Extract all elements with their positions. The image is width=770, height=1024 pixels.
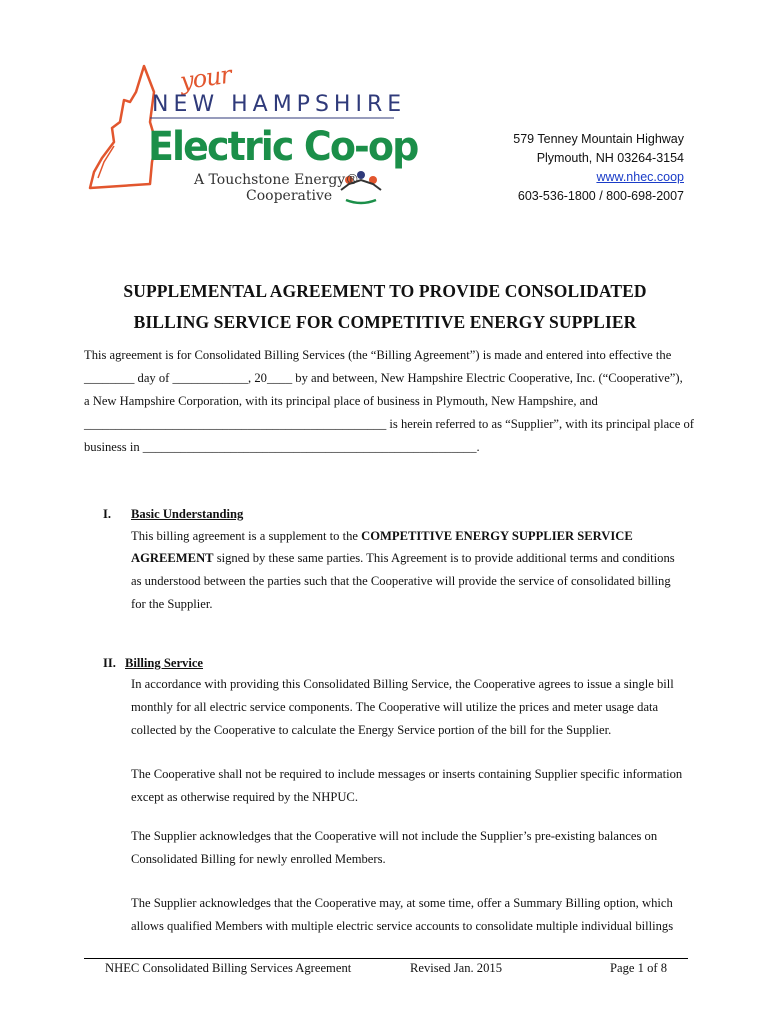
section-2-para-3-line-1: The Supplier acknowledges that the Cooperative will not include the Supplier’s pre-existing balances on	[131, 829, 658, 843]
section-2-para-1-line-1: In accordance with providing this Consolidated Billing Service, the Cooperative agrees to issue a single bill	[131, 677, 674, 691]
logo-your-text: your	[178, 60, 233, 96]
address-phone: 603-536-1800 / 800-698-2007	[517, 189, 684, 203]
section-1-line-3: as understood between the parties such that the Cooperative will provide the service of consolidated billing	[131, 574, 671, 588]
footer-revision-date: Revised Jan. 2015	[410, 961, 502, 975]
address-city: Plymouth, NH 03264-3154	[536, 151, 684, 165]
section-1-heading: Basic Understanding	[131, 507, 244, 521]
address-street: 579 Tenney Mountain Highway	[513, 132, 684, 146]
section-1-line-2	[131, 551, 675, 566]
section-2-number: II.	[103, 656, 116, 670]
website-link[interactable]: www.nhec.coop	[596, 170, 684, 184]
logo-new-hampshire-text: NEW HAMPSHIRE	[152, 92, 407, 117]
section-2-para-4-line-1: The Supplier acknowledges that the Cooperative may, at some time, offer a Summary Billing option, which	[131, 896, 673, 910]
logo-electric-coop-text: Electric Co-op	[148, 124, 418, 170]
section-2-para-3-line-2: Consolidated Billing for newly enrolled Members.	[131, 852, 386, 866]
intro-line-4: ________________________________________________ is herein referred to as “Supplier”, with its principal place of	[84, 417, 694, 431]
intro-line-2: ________ day of ____________, 20____ by and between, New Hampshire Electric Cooperative, Inc. (“Cooperative”),	[84, 371, 683, 385]
section-2-para-2-line-1: The Cooperative shall not be required to include messages or inserts containing Supplier specific information	[131, 767, 683, 781]
intro-line-1: This agreement is for Consolidated Billing Services (the “Billing Agreement”) is made and entered into effective the	[84, 348, 672, 362]
section-2-para-2-line-2: except as otherwise required by the NHPUC.	[131, 790, 358, 804]
address-block	[513, 130, 684, 206]
logo-touchstone-text: A Touchstone Energy®	[194, 172, 360, 188]
intro-line-5: business in _____________________________________________________.	[84, 440, 480, 454]
section-1-agreement-word: AGREEMENT	[131, 551, 214, 565]
section-1-number: I.	[103, 507, 112, 521]
section-2-para-4-line-2: allows qualified Members with multiple electric service accounts to consolidate multiple individual billings	[131, 919, 674, 933]
section-1-line-1	[131, 529, 633, 544]
section-1-line-1-text: This billing agreement is a supplement to the	[131, 529, 362, 543]
section-2-para-1-line-2: monthly for all electric service components. The Cooperative will utilize the prices and meter usage data	[131, 700, 659, 714]
section-1-line-4: for the Supplier.	[131, 597, 213, 611]
footer-divider	[84, 958, 688, 959]
section-1-agreement-name: COMPETITIVE ENERGY SUPPLIER SERVICE	[361, 529, 633, 543]
nhec-logo	[84, 60, 418, 212]
document-title-line-1: SUPPLEMENTAL AGREEMENT TO PROVIDE CONSOLIDATED	[123, 281, 647, 301]
intro-line-3: a New Hampshire Corporation, with its principal place of business in Plymouth, New Hampshire, and	[84, 394, 598, 408]
footer-document-name: NHEC Consolidated Billing Services Agreement	[105, 961, 352, 975]
section-1-line-2-text: signed by these same parties. This Agreement is to provide additional terms and conditions	[213, 551, 675, 565]
footer-page-number: Page 1 of 8	[610, 961, 668, 975]
section-2-heading: Billing Service	[125, 656, 204, 670]
logo-cooperative-text: Cooperative	[246, 188, 333, 204]
document-title-line-2: BILLING SERVICE FOR COMPETITIVE ENERGY SUPPLIER	[133, 312, 637, 332]
section-2-para-1-line-3: collected by the Cooperative to calculate the Energy Service portion of the bill for the Supplier.	[131, 723, 612, 737]
